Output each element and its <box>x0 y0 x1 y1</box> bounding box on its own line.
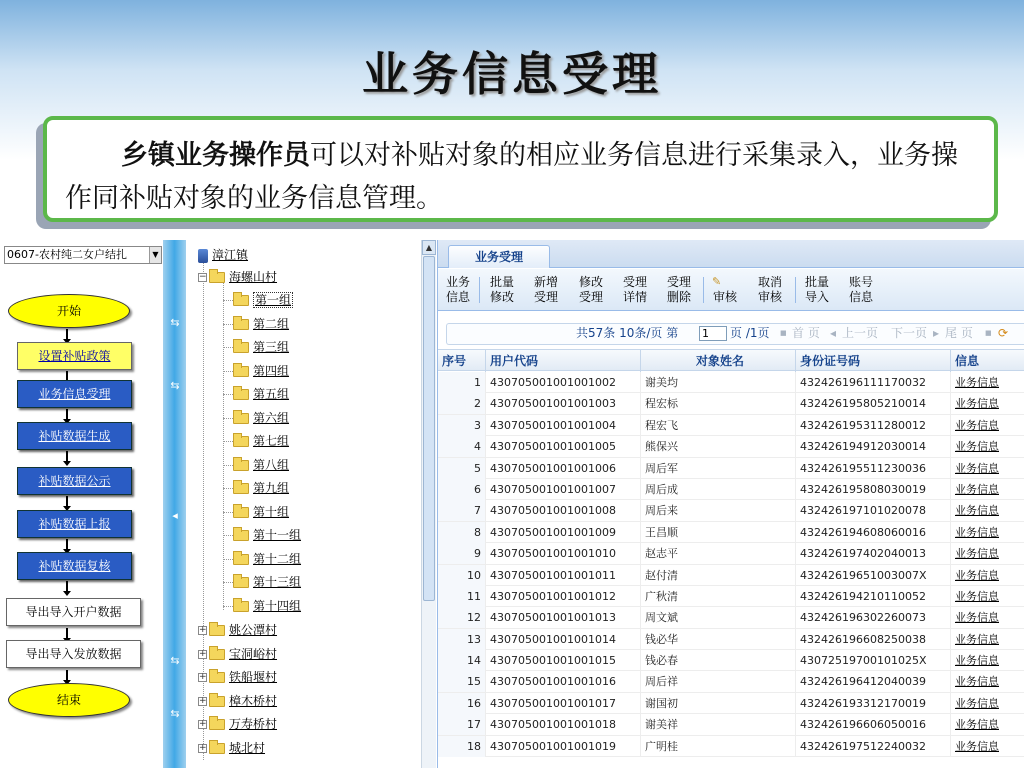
workflow-panel <box>0 240 163 768</box>
cell-user-code: 430705001001001013 <box>486 607 641 628</box>
button-label: 批量 <box>490 275 515 289</box>
tree-node-village[interactable] <box>198 738 265 758</box>
description-box <box>43 116 998 222</box>
tab-strip <box>438 240 1024 268</box>
collapse-icon[interactable]: − <box>199 272 207 282</box>
flow-step-account-export[interactable]: 导出导入开户数据 <box>6 598 141 626</box>
tree-node-label[interactable]: 海螺山村 <box>229 270 278 284</box>
expand-icon[interactable]: + <box>199 648 207 659</box>
flow-start: 开始 <box>8 294 130 328</box>
scrollbar-thumb[interactable] <box>423 256 435 601</box>
grid-header <box>438 349 1024 371</box>
tree-node-group[interactable] <box>233 455 289 475</box>
business-info-button[interactable] <box>446 275 470 305</box>
cell-id-number: 432426197512240032 <box>796 736 951 757</box>
cancel-audit-button[interactable] <box>758 275 782 305</box>
tree-node-label[interactable]: 第三组 <box>253 340 290 354</box>
table-row[interactable] <box>438 565 1024 586</box>
button-label: 详情 <box>623 290 648 304</box>
table-row[interactable] <box>438 393 1024 414</box>
folder-icon <box>233 295 249 306</box>
business-grid-panel <box>437 240 1024 768</box>
cell-name: 赵付清 <box>641 565 796 586</box>
cell-user-code: 430705001001001004 <box>486 415 641 436</box>
folder-icon <box>233 554 249 565</box>
cell-name: 谢国初 <box>641 693 796 714</box>
cell-index: 2 <box>438 393 486 414</box>
flow-step-set-policy[interactable]: 设置补贴政策 <box>17 342 132 370</box>
folder-icon <box>233 319 249 330</box>
policy-select-value: 0607-农村纯二女户结扎 <box>7 248 127 261</box>
collapse-arrow-icon[interactable]: ◂ <box>172 509 178 522</box>
business-info-link[interactable]: 业务信息 <box>951 629 1024 650</box>
column-header-index[interactable]: 序号 <box>438 350 486 372</box>
table-row[interactable] <box>438 415 1024 436</box>
cell-name: 谢美均 <box>641 372 796 393</box>
policy-select[interactable] <box>4 246 162 264</box>
cell-id-number: 432426194210110052 <box>796 586 951 607</box>
tree-node-group[interactable] <box>233 502 289 522</box>
cell-index: 13 <box>438 629 486 650</box>
cell-user-code: 430705001001001009 <box>486 522 641 543</box>
scroll-up-icon[interactable]: ▲ <box>422 240 436 255</box>
next-page-button[interactable]: 下一页 <box>891 326 928 340</box>
folder-icon <box>233 436 249 447</box>
button-label: 受理 <box>623 275 648 289</box>
batch-modify-button[interactable] <box>490 275 514 305</box>
business-info-link[interactable]: 业务信息 <box>951 736 1024 757</box>
region-tree <box>186 240 421 768</box>
tree-node-town[interactable] <box>198 245 248 265</box>
splitter-grip-icon: ⇆ <box>170 654 180 667</box>
table-row[interactable] <box>438 458 1024 479</box>
tree-node-group[interactable] <box>233 314 289 334</box>
description-text: 可以对补贴对象的相应业务信息进行采集录入，业务操作同补贴对象的业务信息管理。 <box>65 140 958 214</box>
cell-index: 14 <box>438 650 486 671</box>
cell-index: 1 <box>438 372 486 393</box>
audit-button[interactable] <box>713 290 737 305</box>
cell-name: 周后军 <box>641 458 796 479</box>
business-info-link[interactable]: 业务信息 <box>951 607 1024 628</box>
tree-node-label[interactable]: 第八组 <box>253 457 290 472</box>
folder-icon <box>209 696 225 707</box>
button-label: 审核 <box>713 290 738 304</box>
folder-icon <box>209 649 225 660</box>
tree-node-label[interactable]: 第十四组 <box>253 598 302 613</box>
business-info-link[interactable]: 业务信息 <box>951 458 1024 479</box>
refresh-icon[interactable]: ⟳ <box>998 326 1009 340</box>
cell-index: 18 <box>438 736 486 757</box>
cell-id-number: 432426193312170019 <box>796 693 951 714</box>
new-accept-button[interactable] <box>534 275 558 305</box>
button-label: 导入 <box>805 290 830 304</box>
cell-name: 周后祥 <box>641 671 796 692</box>
table-row[interactable] <box>438 714 1024 735</box>
tree-node-label[interactable]: 姚公潭村 <box>229 623 278 637</box>
cell-index: 16 <box>438 693 486 714</box>
tree-node-label[interactable]: 樟木桥村 <box>229 693 278 708</box>
tree-node-group[interactable] <box>233 596 301 616</box>
tree-node-label[interactable]: 第六组 <box>253 410 290 425</box>
button-label: 业务 <box>446 275 471 289</box>
tree-node-group[interactable] <box>233 431 289 451</box>
folder-icon <box>233 601 249 612</box>
cell-id-number: 432426195511230036 <box>796 458 951 479</box>
cell-user-code: 430705001001001003 <box>486 393 641 414</box>
flow-step-review-data[interactable]: 补贴数据复核 <box>17 552 132 580</box>
tree-node-group[interactable] <box>233 478 289 498</box>
business-info-link[interactable]: 业务信息 <box>951 500 1024 521</box>
cell-id-number: 432426196606050016 <box>796 714 951 735</box>
cell-id-number: 432426197101020078 <box>796 500 951 521</box>
tree-node-label[interactable]: 宝洞峪村 <box>229 646 278 661</box>
business-info-link[interactable]: 业务信息 <box>951 714 1024 735</box>
folder-icon <box>209 625 225 636</box>
cell-user-code: 430705001001001007 <box>486 479 641 500</box>
business-info-link[interactable]: 业务信息 <box>951 565 1024 586</box>
cell-user-code: 430705001001001015 <box>486 650 641 671</box>
button-label: 信息 <box>446 290 471 304</box>
cell-name: 周后来 <box>641 500 796 521</box>
cell-user-code: 430705001001001010 <box>486 543 641 564</box>
folder-icon <box>233 507 249 518</box>
town-icon <box>198 249 208 263</box>
folder-icon <box>233 460 249 471</box>
tree-node-label[interactable]: 第十一组 <box>253 528 302 542</box>
tree-node-group[interactable] <box>233 572 301 592</box>
flow-arrow <box>66 539 68 550</box>
pager-total: 页 /1页 <box>730 326 770 340</box>
tree-node-label[interactable]: 铁船堰村 <box>229 670 278 684</box>
flow-step-business-info[interactable]: 业务信息受理 <box>17 380 132 408</box>
splitter-grip-icon: ⇆ <box>170 316 180 329</box>
tree-node-village[interactable] <box>198 667 277 687</box>
tree-node-group[interactable] <box>233 290 293 310</box>
tree-node-village[interactable] <box>198 714 277 734</box>
cell-index: 12 <box>438 607 486 628</box>
cell-name: 谢美祥 <box>641 714 796 735</box>
cell-id-number: 432426196111170032 <box>796 372 951 393</box>
tree-node-group[interactable] <box>233 337 289 357</box>
cell-name: 钱必春 <box>641 650 796 671</box>
button-label: 受理 <box>534 290 559 304</box>
cell-user-code: 430705001001001014 <box>486 629 641 650</box>
cell-id-number: 432426194608060016 <box>796 522 951 543</box>
tree-node-village[interactable] <box>198 620 277 640</box>
button-label: 新增 <box>534 275 559 289</box>
folder-icon <box>209 743 225 754</box>
cell-index: 4 <box>438 436 486 457</box>
cell-id-number: 432426195805210014 <box>796 393 951 414</box>
cell-name: 程宏标 <box>641 393 796 414</box>
cell-id-number: 43242619651003007X <box>796 565 951 586</box>
cell-user-code: 430705001001001002 <box>486 372 641 393</box>
tree-node-label[interactable]: 第五组 <box>253 387 290 401</box>
tree-node-label[interactable]: 第一组 <box>255 293 292 307</box>
button-label: 修改 <box>579 275 604 289</box>
business-info-link[interactable]: 业务信息 <box>951 650 1024 671</box>
button-label: 删除 <box>667 290 692 304</box>
pager-separator: ■ <box>985 329 992 337</box>
batch-import-button[interactable] <box>805 275 829 305</box>
expand-icon[interactable]: + <box>199 625 207 635</box>
table-row[interactable] <box>438 607 1024 628</box>
folder-icon <box>233 389 249 400</box>
tree-node-group[interactable] <box>233 549 301 569</box>
business-info-link[interactable]: 业务信息 <box>951 522 1024 543</box>
column-header-id-number[interactable]: 身份证号码 <box>796 350 951 372</box>
button-label: 受理 <box>579 290 604 304</box>
tree-node-label[interactable]: 万寿桥村 <box>229 717 278 731</box>
cell-user-code: 430705001001001008 <box>486 500 641 521</box>
table-row[interactable] <box>438 671 1024 692</box>
expand-icon[interactable]: + <box>199 719 207 729</box>
cell-index: 17 <box>438 714 486 735</box>
button-label: 信息 <box>849 290 874 304</box>
cell-index: 9 <box>438 543 486 564</box>
flow-arrow <box>66 496 68 507</box>
table-row[interactable] <box>438 372 1024 393</box>
slide-title: 业务信息受理 <box>362 47 662 101</box>
tree-node-group[interactable] <box>233 408 289 428</box>
cell-user-code: 430705001001001006 <box>486 458 641 479</box>
business-info-link[interactable]: 业务信息 <box>951 372 1024 393</box>
cell-user-code: 430705001001001018 <box>486 714 641 735</box>
tree-node-label[interactable]: 第十二组 <box>253 551 302 566</box>
prev-page-button[interactable]: 上一页 <box>842 326 879 340</box>
tree-node-label[interactable]: 第二组 <box>253 316 290 331</box>
flow-step-payment-export[interactable]: 导出导入发放数据 <box>6 640 141 668</box>
column-header-user-code[interactable]: 用户代码 <box>486 350 641 372</box>
cell-name: 赵志平 <box>641 543 796 564</box>
flow-arrow <box>66 670 68 681</box>
cell-id-number: 432426196608250038 <box>796 629 951 650</box>
expand-icon[interactable]: + <box>199 695 207 706</box>
pager-summary: 共57条 10条/页 第 <box>576 326 679 340</box>
expand-icon[interactable]: + <box>199 742 207 753</box>
tree-node-label[interactable]: 第四组 <box>253 363 290 378</box>
tree-node-label[interactable]: 第十组 <box>253 504 290 519</box>
folder-icon <box>209 672 225 683</box>
page-number-input[interactable]: 1 <box>699 326 727 341</box>
cell-id-number: 432426195311280012 <box>796 415 951 436</box>
business-info-link[interactable]: 业务信息 <box>951 479 1024 500</box>
cell-index: 11 <box>438 586 486 607</box>
table-row[interactable] <box>438 629 1024 650</box>
business-info-link[interactable]: 业务信息 <box>951 393 1024 414</box>
pager-separator: ■ <box>780 329 787 337</box>
cell-id-number: 432426196412040039 <box>796 671 951 692</box>
tree-node-group[interactable] <box>233 525 301 545</box>
cell-id-number: 432426194912030014 <box>796 436 951 457</box>
table-row[interactable] <box>438 736 1024 757</box>
toolbar-separator <box>479 277 480 303</box>
cell-name: 广明桂 <box>641 736 796 757</box>
tree-guide-line <box>223 280 224 610</box>
button-label: 受理 <box>667 275 692 289</box>
accept-detail-button[interactable] <box>623 275 647 305</box>
expand-icon[interactable]: + <box>199 672 207 682</box>
tree-node-label[interactable]: 第十三组 <box>253 575 302 589</box>
accept-delete-button[interactable] <box>667 275 691 305</box>
folder-icon <box>233 577 249 588</box>
business-info-link[interactable]: 业务信息 <box>951 436 1024 457</box>
button-label: 账号 <box>849 275 874 289</box>
cell-name: 广秋清 <box>641 586 796 607</box>
tree-node-village[interactable] <box>198 644 277 664</box>
cell-user-code: 430705001001001005 <box>486 436 641 457</box>
account-info-button[interactable] <box>849 275 873 305</box>
description-role: 乡镇业务操作员 <box>121 140 310 171</box>
toolbar-separator <box>703 277 704 303</box>
cell-user-code: 430705001001001011 <box>486 565 641 586</box>
flow-arrow <box>66 581 68 592</box>
tree-node-group[interactable] <box>233 384 289 404</box>
flow-step-report-data[interactable]: 补贴数据上报 <box>17 510 132 538</box>
button-label: 修改 <box>490 290 515 304</box>
flow-step-publish-data[interactable]: 补贴数据公示 <box>17 467 132 495</box>
folder-icon <box>233 413 249 424</box>
business-info-link[interactable]: 业务信息 <box>951 693 1024 714</box>
flow-arrow <box>66 409 68 420</box>
table-row[interactable] <box>438 586 1024 607</box>
next-page-icon[interactable]: ▸ <box>933 326 940 340</box>
tab-business-acceptance[interactable]: 业务受理 <box>448 245 550 268</box>
flow-arrow <box>66 329 68 340</box>
cell-name: 周后成 <box>641 479 796 500</box>
button-label: 审核 <box>758 290 783 304</box>
tree-node-group[interactable] <box>233 361 289 381</box>
folder-icon <box>233 530 249 541</box>
grid-body <box>438 372 1024 757</box>
toolbar-separator <box>795 277 796 303</box>
cell-user-code: 430705001001001017 <box>486 693 641 714</box>
cell-id-number: 432426196302260073 <box>796 607 951 628</box>
table-row[interactable] <box>438 522 1024 543</box>
splitter-grip-icon: ⇆ <box>170 379 180 392</box>
cell-name: 熊保兴 <box>641 436 796 457</box>
table-row[interactable] <box>438 500 1024 521</box>
folder-icon <box>233 366 249 377</box>
cell-id-number: 43072519700101025X <box>796 650 951 671</box>
cell-index: 6 <box>438 479 486 500</box>
modify-accept-button[interactable] <box>579 275 603 305</box>
tree-node-label[interactable]: 漳江镇 <box>212 248 249 262</box>
cell-index: 7 <box>438 500 486 521</box>
table-row[interactable] <box>438 693 1024 714</box>
tree-scrollbar[interactable] <box>421 240 436 768</box>
folder-icon <box>233 483 249 494</box>
tree-node-village[interactable] <box>198 691 277 711</box>
grid-toolbar <box>438 269 1024 311</box>
tree-node-label[interactable]: 城北村 <box>229 740 266 755</box>
business-info-link[interactable]: 业务信息 <box>951 586 1024 607</box>
tree-node-village-expanded[interactable] <box>198 267 277 287</box>
folder-icon <box>233 342 249 353</box>
table-row[interactable] <box>438 650 1024 671</box>
tree-node-label[interactable]: 第七组 <box>253 434 290 448</box>
folder-icon <box>209 719 225 730</box>
table-row[interactable] <box>438 436 1024 457</box>
cell-name: 钱必华 <box>641 629 796 650</box>
flow-step-generate-data[interactable]: 补贴数据生成 <box>17 422 132 450</box>
cell-user-code: 430705001001001016 <box>486 671 641 692</box>
prev-page-icon[interactable]: ◂ <box>830 326 837 340</box>
business-info-link[interactable]: 业务信息 <box>951 415 1024 436</box>
pagination-bar <box>438 320 1024 346</box>
cell-index: 10 <box>438 565 486 586</box>
cell-index: 8 <box>438 522 486 543</box>
business-info-link[interactable]: 业务信息 <box>951 543 1024 564</box>
cell-name: 程宏飞 <box>641 415 796 436</box>
chevron-down-icon[interactable]: ▼ <box>149 247 161 263</box>
flow-arrow <box>66 451 68 462</box>
splitter-grip-icon: ⇆ <box>170 707 180 720</box>
cell-id-number: 432426195808030019 <box>796 479 951 500</box>
cell-id-number: 432426197402040013 <box>796 543 951 564</box>
cell-index: 5 <box>438 458 486 479</box>
flow-end: 结束 <box>8 683 130 717</box>
tree-node-label[interactable]: 第九组 <box>253 481 290 495</box>
pencil-icon: ✎ <box>712 275 722 288</box>
cell-user-code: 430705001001001019 <box>486 736 641 757</box>
column-header-info[interactable]: 信息 <box>951 350 1024 372</box>
folder-open-icon <box>209 272 225 283</box>
column-header-name[interactable]: 对象姓名 <box>641 350 796 372</box>
cell-index: 3 <box>438 415 486 436</box>
last-page-button[interactable]: 尾 页 <box>945 326 973 340</box>
panel-splitter[interactable] <box>163 240 186 768</box>
business-info-link[interactable]: 业务信息 <box>951 671 1024 692</box>
button-label: 批量 <box>805 275 830 289</box>
first-page-button[interactable]: 首 页 <box>792 326 820 340</box>
cell-name: 周文斌 <box>641 607 796 628</box>
flow-arrow <box>66 628 68 639</box>
table-row[interactable] <box>438 543 1024 564</box>
button-label: 取消 <box>758 275 783 289</box>
cell-index: 15 <box>438 671 486 692</box>
cell-name: 王昌顺 <box>641 522 796 543</box>
table-row[interactable] <box>438 479 1024 500</box>
cell-user-code: 430705001001001012 <box>486 586 641 607</box>
